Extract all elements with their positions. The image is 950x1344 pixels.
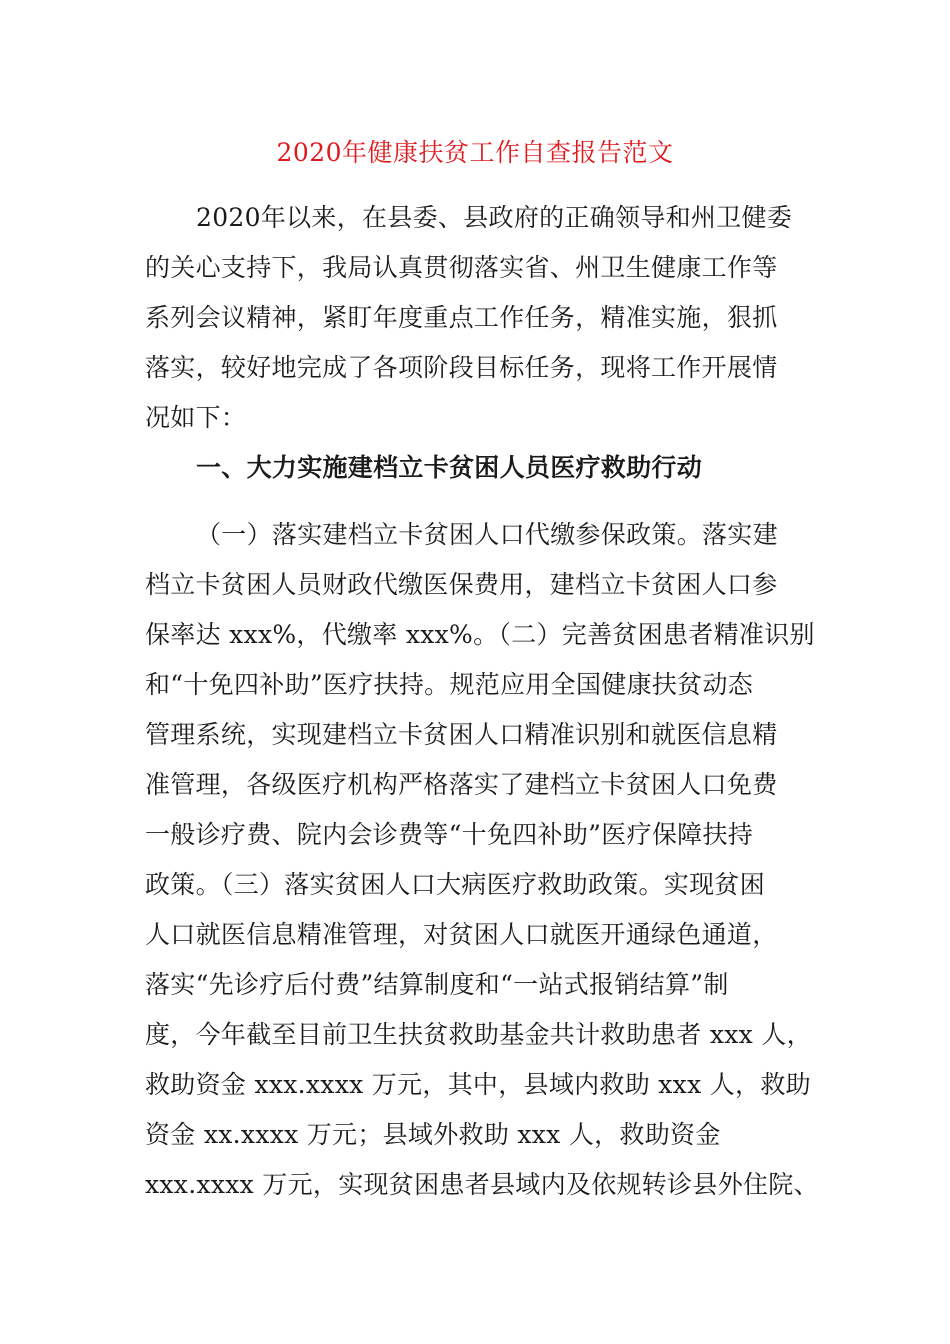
body-line: 和“十免四补助”医疗扶持。规范应用全国健康扶贫动态	[145, 670, 754, 699]
body-line: 管理系统，实现建档立卡贫困人口精准识别和就医信息精	[145, 720, 778, 749]
body-line: 资金 xx.xxxx 万元；县域外救助 xxx 人，救助资金	[145, 1120, 721, 1149]
intro-line: 系列会议精神，紧盯年度重点工作任务，精准实施，狠抓	[145, 303, 778, 332]
document-title: 2020年健康扶贫工作自查报告范文	[276, 138, 674, 167]
body-line: 一般诊疗费、院内会诊费等“十免四补助”医疗保障扶持	[145, 820, 754, 849]
body-line: 人口就医信息精准管理，对贫困人口就医开通绿色通道，	[145, 920, 778, 949]
body-line: 救助资金 xxx.xxxx 万元，其中，县域内救助 xxx 人，救助	[145, 1070, 811, 1099]
body-line: 政策。（三）落实贫困人口大病医疗救助政策。实现贫困	[145, 870, 766, 899]
section-heading: 一、大力实施建档立卡贫困人员医疗救助行动	[196, 453, 703, 482]
body-line: 保率达 xxx%，代缴率 xxx%。（二）完善贫困患者精准识别	[145, 620, 815, 649]
body-line: （一）落实建档立卡贫困人口代缴参保政策。落实建	[196, 520, 778, 549]
body-line: xxx.xxxx 万元，实现贫困患者县域内及依规转诊县外住院、	[145, 1170, 819, 1199]
intro-line: 况如下：	[145, 403, 247, 432]
body-line: 准管理，各级医疗机构严格落实了建档立卡贫困人口免费	[145, 770, 778, 799]
intro-line: 的关心支持下，我局认真贯彻落实省、州卫生健康工作等	[145, 253, 778, 282]
body-line: 档立卡贫困人员财政代缴医保费用，建档立卡贫困人口参	[145, 570, 778, 599]
body-line: 度，今年截至目前卫生扶贫救助基金共计救助患者 xxx 人，	[145, 1020, 812, 1049]
body-line: 落实“先诊疗后付费”结算制度和“一站式报销结算”制	[145, 970, 729, 999]
intro-line: 2020年以来，在县委、县政府的正确领导和州卫健委	[196, 203, 793, 232]
intro-line: 落实，较好地完成了各项阶段目标任务，现将工作开展情	[145, 353, 778, 382]
